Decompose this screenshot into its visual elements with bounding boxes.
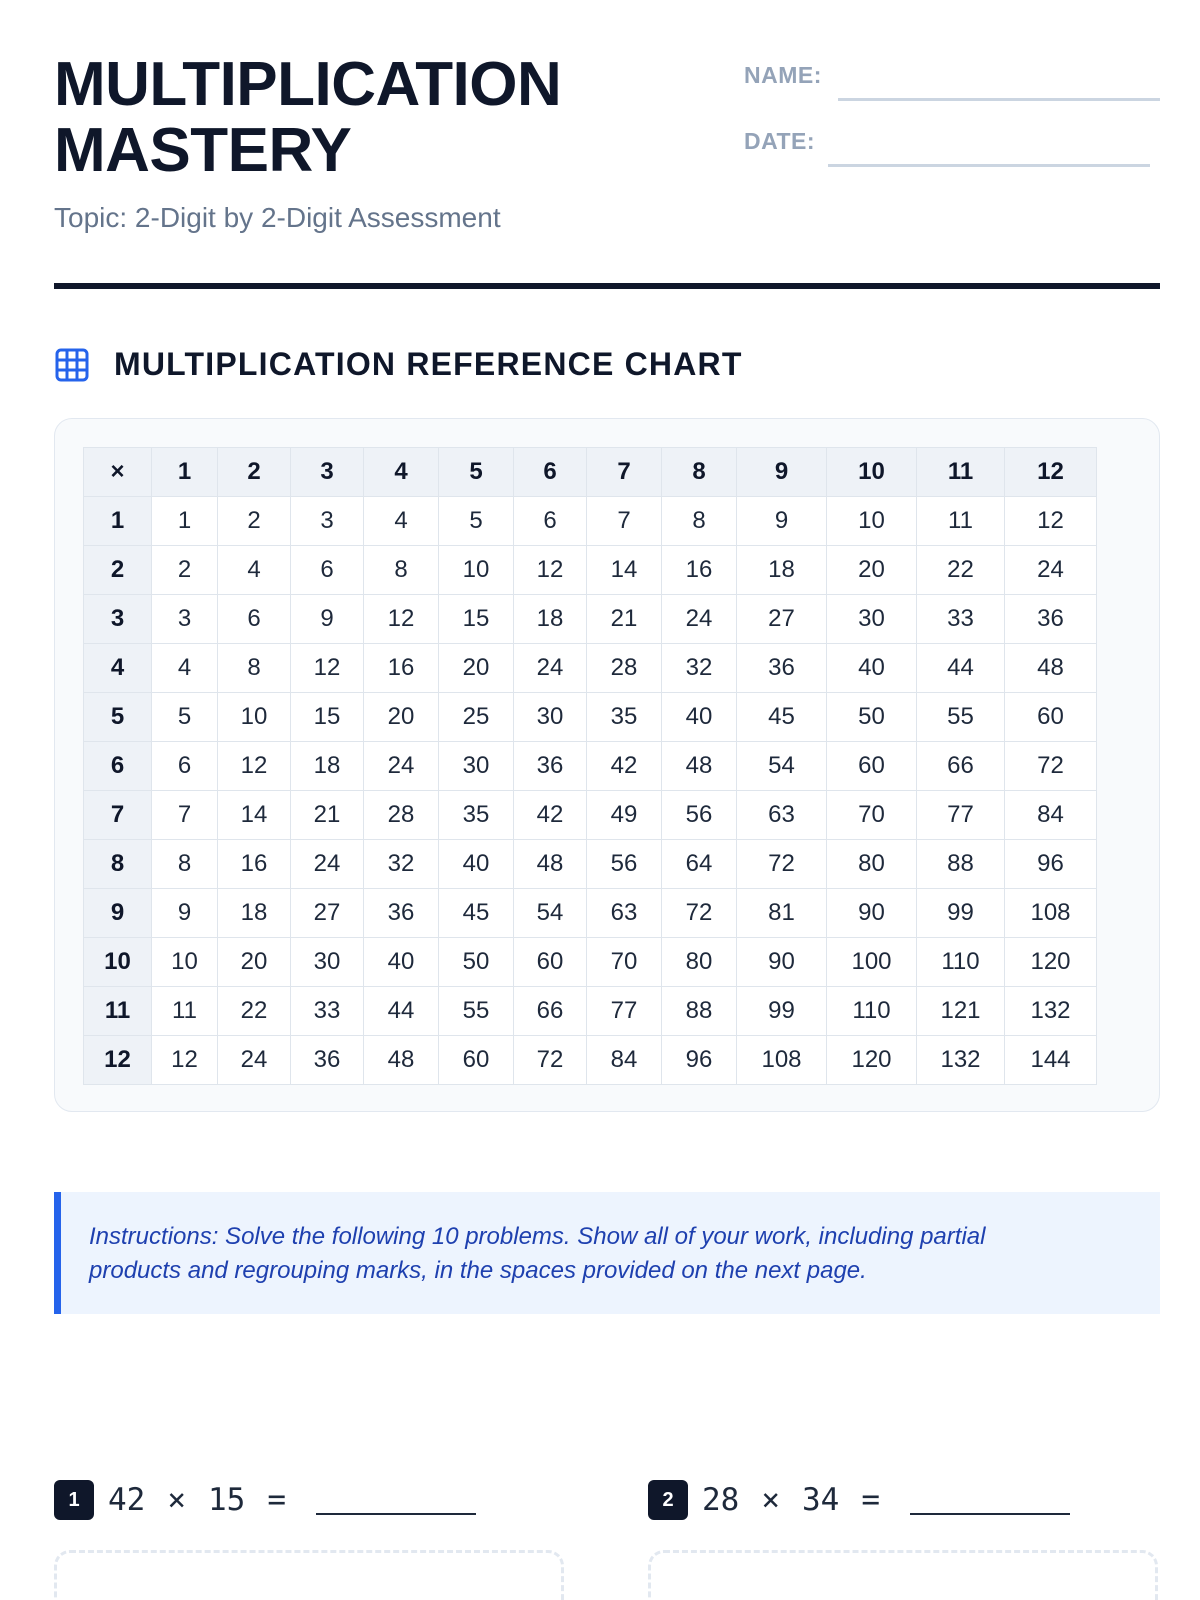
product-cell: 132 bbox=[917, 1036, 1005, 1085]
row-header-7: 7 bbox=[84, 791, 152, 840]
product-cell: 63 bbox=[737, 791, 827, 840]
table-row bbox=[84, 840, 1097, 889]
title-line-2: MASTERY bbox=[54, 116, 352, 185]
product-cell: 12 bbox=[218, 742, 291, 791]
product-cell: 60 bbox=[439, 1036, 514, 1085]
table-row bbox=[84, 889, 1097, 938]
chart-section-heading bbox=[54, 346, 743, 383]
product-cell: 120 bbox=[827, 1036, 917, 1085]
product-cell: 99 bbox=[917, 889, 1005, 938]
product-cell: 14 bbox=[587, 546, 662, 595]
problem-1 bbox=[54, 1480, 498, 1520]
product-cell: 45 bbox=[737, 693, 827, 742]
product-cell: 11 bbox=[917, 497, 1005, 546]
table-row bbox=[84, 791, 1097, 840]
product-cell: 25 bbox=[439, 693, 514, 742]
product-cell: 18 bbox=[291, 742, 364, 791]
product-cell: 40 bbox=[439, 840, 514, 889]
problem-expression bbox=[702, 1482, 1092, 1518]
product-cell: 80 bbox=[662, 938, 737, 987]
topic-subtitle: Topic: 2-Digit by 2-Digit Assessment bbox=[54, 202, 501, 233]
product-cell: 1 bbox=[152, 497, 218, 546]
product-cell: 66 bbox=[514, 987, 587, 1036]
multiplication-chart-card bbox=[54, 418, 1160, 1112]
multiplication-table bbox=[83, 447, 1097, 1085]
date-field bbox=[744, 128, 1150, 167]
product-cell: 12 bbox=[364, 595, 439, 644]
product-cell: 28 bbox=[587, 644, 662, 693]
product-cell: 28 bbox=[364, 791, 439, 840]
name-input-line[interactable] bbox=[838, 71, 1160, 101]
column-header-1: 1 bbox=[152, 448, 218, 497]
product-cell: 10 bbox=[218, 693, 291, 742]
product-cell: 2 bbox=[218, 497, 291, 546]
answer-line[interactable] bbox=[316, 1485, 476, 1515]
product-cell: 44 bbox=[364, 987, 439, 1036]
work-area-2[interactable] bbox=[648, 1550, 1158, 1600]
product-cell: 8 bbox=[364, 546, 439, 595]
operator: × bbox=[761, 1482, 780, 1518]
product-cell: 55 bbox=[439, 987, 514, 1036]
product-cell: 24 bbox=[291, 840, 364, 889]
date-label: DATE: bbox=[744, 128, 816, 154]
name-label: NAME: bbox=[744, 62, 822, 88]
product-cell: 22 bbox=[218, 987, 291, 1036]
column-header-11: 11 bbox=[917, 448, 1005, 497]
instructions-box bbox=[54, 1192, 1160, 1314]
product-cell: 18 bbox=[218, 889, 291, 938]
product-cell: 72 bbox=[514, 1036, 587, 1085]
product-cell: 84 bbox=[587, 1036, 662, 1085]
operand-b: 34 bbox=[802, 1482, 840, 1518]
product-cell: 48 bbox=[1005, 644, 1097, 693]
column-header-4: 4 bbox=[364, 448, 439, 497]
product-cell: 96 bbox=[662, 1036, 737, 1085]
product-cell: 24 bbox=[1005, 546, 1097, 595]
row-header-12: 12 bbox=[84, 1036, 152, 1085]
title-line-1: MULTIPLICATION bbox=[54, 50, 562, 119]
product-cell: 84 bbox=[1005, 791, 1097, 840]
product-cell: 64 bbox=[662, 840, 737, 889]
product-cell: 18 bbox=[737, 546, 827, 595]
row-header-8: 8 bbox=[84, 840, 152, 889]
product-cell: 54 bbox=[514, 889, 587, 938]
problem-2 bbox=[648, 1480, 1092, 1520]
grid-icon bbox=[54, 347, 90, 383]
row-header-4: 4 bbox=[84, 644, 152, 693]
product-cell: 27 bbox=[737, 595, 827, 644]
product-cell: 16 bbox=[364, 644, 439, 693]
product-cell: 33 bbox=[291, 987, 364, 1036]
product-cell: 24 bbox=[364, 742, 439, 791]
product-cell: 12 bbox=[514, 546, 587, 595]
product-cell: 42 bbox=[514, 791, 587, 840]
product-cell: 8 bbox=[152, 840, 218, 889]
product-cell: 10 bbox=[827, 497, 917, 546]
row-header-10: 10 bbox=[84, 938, 152, 987]
product-cell: 36 bbox=[364, 889, 439, 938]
row-header-11: 11 bbox=[84, 987, 152, 1036]
column-header-10: 10 bbox=[827, 448, 917, 497]
problem-number-badge: 2 bbox=[648, 1480, 688, 1520]
column-header-8: 8 bbox=[662, 448, 737, 497]
table-row bbox=[84, 693, 1097, 742]
product-cell: 60 bbox=[1005, 693, 1097, 742]
product-cell: 22 bbox=[917, 546, 1005, 595]
table-row bbox=[84, 742, 1097, 791]
product-cell: 70 bbox=[587, 938, 662, 987]
product-cell: 10 bbox=[152, 938, 218, 987]
instructions-text: Instructions: Solve the following 10 problems. Show all of your work, including partial products and regrouping marks, in the spaces provided on the next page. bbox=[89, 1223, 986, 1284]
operand-a: 28 bbox=[702, 1482, 740, 1518]
product-cell: 44 bbox=[917, 644, 1005, 693]
product-cell: 66 bbox=[917, 742, 1005, 791]
table-row bbox=[84, 1036, 1097, 1085]
product-cell: 24 bbox=[218, 1036, 291, 1085]
table-header-row bbox=[84, 448, 1097, 497]
product-cell: 56 bbox=[587, 840, 662, 889]
product-cell: 36 bbox=[1005, 595, 1097, 644]
product-cell: 99 bbox=[737, 987, 827, 1036]
product-cell: 30 bbox=[439, 742, 514, 791]
name-field bbox=[744, 62, 1160, 101]
product-cell: 15 bbox=[291, 693, 364, 742]
table-row bbox=[84, 987, 1097, 1036]
product-cell: 6 bbox=[514, 497, 587, 546]
table-row bbox=[84, 644, 1097, 693]
product-cell: 70 bbox=[827, 791, 917, 840]
table-row bbox=[84, 938, 1097, 987]
product-cell: 60 bbox=[827, 742, 917, 791]
product-cell: 50 bbox=[827, 693, 917, 742]
operand-a: 42 bbox=[108, 1482, 146, 1518]
product-cell: 35 bbox=[439, 791, 514, 840]
product-cell: 12 bbox=[291, 644, 364, 693]
row-header-2: 2 bbox=[84, 546, 152, 595]
product-cell: 5 bbox=[439, 497, 514, 546]
product-cell: 36 bbox=[737, 644, 827, 693]
page-title bbox=[54, 52, 674, 184]
product-cell: 48 bbox=[662, 742, 737, 791]
product-cell: 81 bbox=[737, 889, 827, 938]
product-cell: 12 bbox=[1005, 497, 1097, 546]
product-cell: 9 bbox=[152, 889, 218, 938]
product-cell: 36 bbox=[514, 742, 587, 791]
work-area-1[interactable] bbox=[54, 1550, 564, 1600]
product-cell: 50 bbox=[439, 938, 514, 987]
product-cell: 18 bbox=[514, 595, 587, 644]
product-cell: 8 bbox=[662, 497, 737, 546]
column-header-2: 2 bbox=[218, 448, 291, 497]
column-header-5: 5 bbox=[439, 448, 514, 497]
product-cell: 110 bbox=[917, 938, 1005, 987]
operator: × bbox=[167, 1482, 186, 1518]
row-header-3: 3 bbox=[84, 595, 152, 644]
product-cell: 6 bbox=[218, 595, 291, 644]
product-cell: 35 bbox=[587, 693, 662, 742]
product-cell: 45 bbox=[439, 889, 514, 938]
product-cell: 108 bbox=[737, 1036, 827, 1085]
product-cell: 60 bbox=[514, 938, 587, 987]
column-header-9: 9 bbox=[737, 448, 827, 497]
equals: = bbox=[861, 1482, 880, 1518]
product-cell: 100 bbox=[827, 938, 917, 987]
product-cell: 20 bbox=[827, 546, 917, 595]
column-header-6: 6 bbox=[514, 448, 587, 497]
corner-cell: × bbox=[84, 448, 152, 497]
row-header-1: 1 bbox=[84, 497, 152, 546]
table-row bbox=[84, 595, 1097, 644]
product-cell: 110 bbox=[827, 987, 917, 1036]
product-cell: 24 bbox=[514, 644, 587, 693]
header-divider bbox=[54, 283, 1160, 289]
product-cell: 40 bbox=[827, 644, 917, 693]
row-header-9: 9 bbox=[84, 889, 152, 938]
product-cell: 72 bbox=[662, 889, 737, 938]
product-cell: 9 bbox=[737, 497, 827, 546]
date-input-line[interactable] bbox=[828, 137, 1150, 167]
product-cell: 80 bbox=[827, 840, 917, 889]
column-header-3: 3 bbox=[291, 448, 364, 497]
product-cell: 42 bbox=[587, 742, 662, 791]
product-cell: 20 bbox=[218, 938, 291, 987]
problem-number-badge: 1 bbox=[54, 1480, 94, 1520]
row-header-5: 5 bbox=[84, 693, 152, 742]
product-cell: 54 bbox=[737, 742, 827, 791]
product-cell: 14 bbox=[218, 791, 291, 840]
product-cell: 3 bbox=[291, 497, 364, 546]
product-cell: 4 bbox=[218, 546, 291, 595]
product-cell: 30 bbox=[514, 693, 587, 742]
product-cell: 55 bbox=[917, 693, 1005, 742]
product-cell: 7 bbox=[152, 791, 218, 840]
product-cell: 56 bbox=[662, 791, 737, 840]
problem-expression bbox=[108, 1482, 498, 1518]
product-cell: 4 bbox=[364, 497, 439, 546]
product-cell: 21 bbox=[291, 791, 364, 840]
product-cell: 77 bbox=[587, 987, 662, 1036]
product-cell: 132 bbox=[1005, 987, 1097, 1036]
product-cell: 20 bbox=[439, 644, 514, 693]
product-cell: 120 bbox=[1005, 938, 1097, 987]
product-cell: 88 bbox=[662, 987, 737, 1036]
product-cell: 20 bbox=[364, 693, 439, 742]
product-cell: 49 bbox=[587, 791, 662, 840]
product-cell: 77 bbox=[917, 791, 1005, 840]
product-cell: 48 bbox=[364, 1036, 439, 1085]
product-cell: 144 bbox=[1005, 1036, 1097, 1085]
product-cell: 7 bbox=[587, 497, 662, 546]
column-header-7: 7 bbox=[587, 448, 662, 497]
equals: = bbox=[267, 1482, 286, 1518]
product-cell: 88 bbox=[917, 840, 1005, 889]
operand-b: 15 bbox=[208, 1482, 246, 1518]
worksheet-page bbox=[54, 0, 1160, 1600]
row-header-6: 6 bbox=[84, 742, 152, 791]
product-cell: 32 bbox=[662, 644, 737, 693]
product-cell: 2 bbox=[152, 546, 218, 595]
table-row bbox=[84, 497, 1097, 546]
product-cell: 9 bbox=[291, 595, 364, 644]
product-cell: 11 bbox=[152, 987, 218, 1036]
product-cell: 30 bbox=[827, 595, 917, 644]
product-cell: 6 bbox=[152, 742, 218, 791]
product-cell: 121 bbox=[917, 987, 1005, 1036]
product-cell: 36 bbox=[291, 1036, 364, 1085]
product-cell: 16 bbox=[218, 840, 291, 889]
product-cell: 90 bbox=[737, 938, 827, 987]
product-cell: 6 bbox=[291, 546, 364, 595]
product-cell: 40 bbox=[662, 693, 737, 742]
product-cell: 96 bbox=[1005, 840, 1097, 889]
product-cell: 5 bbox=[152, 693, 218, 742]
product-cell: 16 bbox=[662, 546, 737, 595]
answer-line[interactable] bbox=[910, 1485, 1070, 1515]
product-cell: 108 bbox=[1005, 889, 1097, 938]
product-cell: 30 bbox=[291, 938, 364, 987]
product-cell: 40 bbox=[364, 938, 439, 987]
product-cell: 33 bbox=[917, 595, 1005, 644]
product-cell: 8 bbox=[218, 644, 291, 693]
product-cell: 90 bbox=[827, 889, 917, 938]
product-cell: 63 bbox=[587, 889, 662, 938]
product-cell: 15 bbox=[439, 595, 514, 644]
chart-section-title: MULTIPLICATION REFERENCE CHART bbox=[114, 346, 743, 382]
product-cell: 24 bbox=[662, 595, 737, 644]
product-cell: 72 bbox=[737, 840, 827, 889]
column-header-12: 12 bbox=[1005, 448, 1097, 497]
table-row bbox=[84, 546, 1097, 595]
product-cell: 4 bbox=[152, 644, 218, 693]
product-cell: 32 bbox=[364, 840, 439, 889]
product-cell: 21 bbox=[587, 595, 662, 644]
product-cell: 48 bbox=[514, 840, 587, 889]
product-cell: 12 bbox=[152, 1036, 218, 1085]
product-cell: 3 bbox=[152, 595, 218, 644]
product-cell: 10 bbox=[439, 546, 514, 595]
product-cell: 27 bbox=[291, 889, 364, 938]
product-cell: 72 bbox=[1005, 742, 1097, 791]
